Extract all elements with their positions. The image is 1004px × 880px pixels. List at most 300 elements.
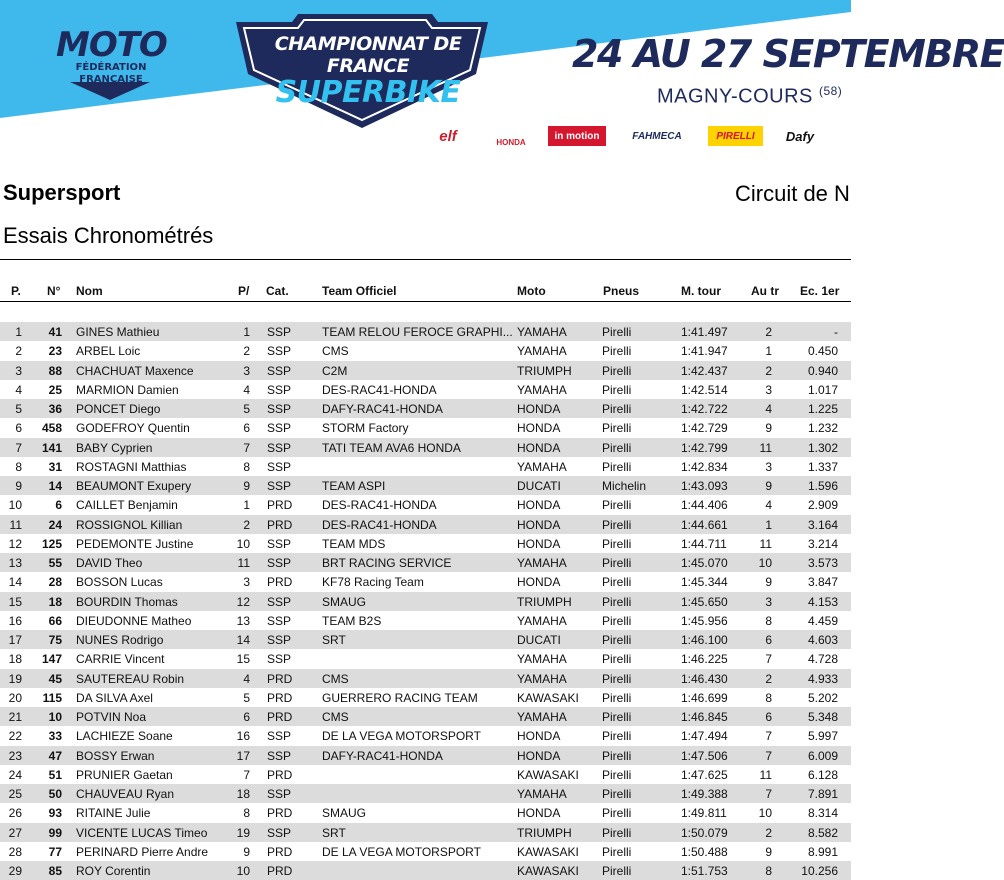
- cell-tyres: Pirelli: [602, 767, 632, 782]
- cell-category-position: 7: [243, 440, 250, 455]
- cell-gap: 3.164: [807, 517, 838, 532]
- cell-moto: HONDA: [517, 440, 561, 455]
- sponsor-honda-label: HONDA: [496, 137, 526, 147]
- cell-gap: 4.603: [807, 633, 838, 647]
- sponsor-fahmeca-label: FAHMECA: [632, 130, 682, 142]
- cell-moto: YAMAHA: [517, 459, 567, 474]
- cell-moto: HONDA: [517, 806, 561, 821]
- sponsor-elf-label: elf: [439, 127, 457, 145]
- event-venue: [657, 84, 842, 109]
- cell-tyres: Pirelli: [602, 575, 632, 590]
- table-row: [0, 842, 851, 861]
- cell-position: 14: [8, 575, 22, 590]
- cell-moto: YAMAHA: [517, 710, 567, 724]
- cell-tyres: Pirelli: [602, 806, 632, 821]
- cell-rider-name: ROSTAGNI Matthias: [76, 459, 187, 474]
- cell-gap: 0.940: [807, 363, 838, 378]
- cell-category: SSP: [267, 633, 292, 647]
- cell-team: TEAM RELOU FEROCE GRAPHI...: [322, 325, 513, 339]
- cell-category: SSP: [267, 325, 292, 339]
- cell-moto: YAMAHA: [517, 382, 567, 397]
- cell-moto: TRIUMPH: [517, 594, 572, 609]
- cell-lap-number: 8: [765, 690, 772, 705]
- cell-team: STORM Factory: [322, 421, 409, 436]
- cell-rider-name: CHAUVEAU Ryan: [76, 787, 175, 801]
- cell-category: PRD: [267, 864, 293, 878]
- col-header-number: N°: [47, 284, 61, 298]
- session-title: Essais Chronométrés: [3, 223, 214, 248]
- cell-number: 93: [48, 806, 62, 821]
- cell-number: 36: [48, 402, 62, 416]
- cell-tyres: Pirelli: [602, 459, 632, 474]
- cell-number: 10: [48, 710, 62, 724]
- cell-team: SRT: [322, 825, 346, 840]
- cell-category-position: 16: [236, 729, 250, 744]
- results-table-header: [0, 282, 851, 301]
- cell-gap: 8.314: [807, 806, 838, 821]
- cell-gap: 3.847: [807, 575, 838, 590]
- cell-moto: KAWASAKI: [517, 767, 579, 782]
- cell-lap-number: 2: [765, 325, 772, 339]
- cell-category-position: 4: [243, 671, 250, 686]
- cell-best-lap: 1:46.430: [681, 671, 728, 686]
- cell-lap-number: 4: [765, 402, 772, 416]
- cell-position: 23: [8, 748, 22, 763]
- cell-rider-name: BABY Cyprien: [76, 440, 153, 455]
- sponsor-elf-logo: [424, 126, 472, 146]
- cell-category-position: 5: [243, 402, 250, 416]
- cell-moto: HONDA: [517, 517, 561, 532]
- cell-tyres: Pirelli: [602, 864, 632, 878]
- cell-team: DE LA VEGA MOTORSPORT: [322, 729, 481, 744]
- cell-rider-name: DA SILVA Axel: [76, 690, 153, 705]
- cell-category: PRD: [267, 575, 293, 590]
- cell-tyres: Michelin: [602, 479, 647, 493]
- cell-best-lap: 1:42.722: [681, 402, 728, 416]
- cell-number: 33: [48, 729, 62, 744]
- cell-number: 51: [48, 767, 62, 782]
- cell-number: 41: [48, 325, 62, 339]
- cell-category: SSP: [267, 440, 292, 455]
- federation-logo-line2: FRANÇAISE: [79, 74, 143, 85]
- table-row: [0, 515, 851, 534]
- cell-team: GUERRERO RACING TEAM: [322, 690, 478, 705]
- cell-lap-number: 4: [765, 498, 772, 513]
- cell-rider-name: BEAUMONT Exupery: [76, 479, 192, 493]
- table-row: [0, 572, 851, 591]
- cell-gap: 8.582: [807, 825, 838, 840]
- cell-rider-name: DIEUDONNE Matheo: [76, 613, 192, 628]
- cell-team: KF78 Racing Team: [322, 575, 424, 590]
- table-row: [0, 476, 851, 495]
- cell-best-lap: 1:50.079: [681, 825, 728, 840]
- cell-number: 14: [48, 479, 62, 493]
- cell-gap: 3.573: [807, 556, 838, 570]
- header-divider: [0, 259, 851, 260]
- cell-best-lap: 1:46.699: [681, 690, 728, 705]
- table-header-divider: [0, 301, 851, 302]
- cell-category-position: 10: [236, 864, 250, 878]
- cell-gap: 3.214: [807, 536, 838, 551]
- cell-moto: YAMAHA: [517, 613, 567, 628]
- cell-category: PRD: [267, 498, 293, 513]
- table-row: [0, 765, 851, 784]
- cell-rider-name: PONCET Diego: [76, 402, 161, 416]
- cell-moto: DUCATI: [517, 633, 561, 647]
- cell-tyres: Pirelli: [602, 440, 632, 455]
- cell-number: 47: [48, 748, 62, 763]
- cell-category: SSP: [267, 729, 292, 744]
- cell-position: 25: [8, 787, 22, 801]
- cell-position: 6: [15, 421, 22, 436]
- cell-tyres: Pirelli: [602, 498, 632, 513]
- cell-position: 20: [8, 690, 22, 705]
- sponsor-pirelli-logo: [708, 126, 763, 146]
- sponsor-inmotion-label: in motion: [554, 130, 600, 142]
- cell-gap: 7.891: [807, 787, 838, 801]
- cell-moto: HONDA: [517, 536, 561, 551]
- cell-best-lap: 1:45.070: [681, 556, 728, 570]
- cell-position: 17: [8, 633, 22, 647]
- cell-tyres: Pirelli: [602, 710, 632, 724]
- cell-team: TATI TEAM AVA6 HONDA: [322, 440, 461, 455]
- venue-department: (58): [818, 84, 843, 98]
- cell-position: 4: [15, 382, 22, 397]
- cell-position: 22: [8, 729, 22, 744]
- cell-team: CMS: [322, 671, 349, 686]
- cell-rider-name: LACHIEZE Soane: [76, 729, 173, 744]
- cell-tyres: Pirelli: [602, 690, 632, 705]
- cell-tyres: Pirelli: [602, 556, 632, 570]
- cell-number: 18: [48, 594, 62, 609]
- cell-tyres: Pirelli: [602, 844, 632, 859]
- cell-position: 15: [8, 594, 22, 609]
- cell-position: 12: [8, 536, 22, 551]
- cell-best-lap: 1:46.845: [681, 710, 728, 724]
- cell-gap: 1.337: [807, 459, 838, 474]
- championship-name: CHAMPIONNAT DE FRANCE: [274, 33, 462, 77]
- sponsor-dafy-logo: [780, 126, 820, 146]
- cell-lap-number: 7: [765, 748, 772, 763]
- cell-tyres: Pirelli: [602, 787, 632, 801]
- federation-logo-line1: FÉDÉRATION: [75, 62, 147, 73]
- cell-rider-name: CARRIE Vincent: [76, 652, 165, 667]
- cell-moto: HONDA: [517, 575, 561, 590]
- cell-category: SSP: [267, 344, 292, 359]
- cell-position: 1: [15, 325, 22, 339]
- cell-position: 9: [15, 479, 22, 493]
- cell-tyres: Pirelli: [602, 421, 632, 436]
- cell-number: 88: [48, 363, 62, 378]
- sponsor-inmotion-logo: [548, 126, 606, 146]
- cell-tyres: Pirelli: [602, 382, 632, 397]
- cell-moto: YAMAHA: [517, 344, 567, 359]
- cell-best-lap: 1:46.100: [681, 633, 728, 647]
- cell-gap: 1.232: [807, 421, 838, 436]
- cell-position: 24: [8, 767, 22, 782]
- cell-number: 23: [48, 344, 62, 359]
- cell-category-position: 19: [236, 825, 250, 840]
- cell-rider-name: CHACHUAT Maxence: [76, 363, 194, 378]
- table-row: [0, 322, 851, 341]
- cell-category: PRD: [267, 671, 293, 686]
- cell-tyres: Pirelli: [602, 671, 632, 686]
- cell-lap-number: 8: [765, 613, 772, 628]
- cell-category-position: 11: [237, 556, 250, 570]
- cell-category: PRD: [267, 710, 293, 724]
- cell-best-lap: 1:46.225: [681, 652, 728, 667]
- cell-number: 24: [48, 517, 62, 532]
- cell-lap-number: 6: [765, 710, 772, 724]
- cell-moto: YAMAHA: [517, 556, 567, 570]
- cell-best-lap: 1:47.494: [681, 729, 728, 744]
- cell-category: PRD: [267, 806, 293, 821]
- cell-tyres: Pirelli: [602, 652, 632, 667]
- table-row: [0, 380, 851, 399]
- event-dates: 24 AU 27 SEPTEMBRE: [572, 32, 1004, 76]
- cell-rider-name: ROSSIGNOL Killian: [76, 517, 183, 532]
- sponsor-pirelli-label: PIRELLI: [716, 130, 755, 142]
- cell-rider-name: BOURDIN Thomas: [76, 594, 178, 609]
- cell-tyres: Pirelli: [602, 825, 632, 840]
- cell-category: SSP: [267, 382, 292, 397]
- cell-tyres: Pirelli: [602, 536, 632, 551]
- cell-best-lap: 1:47.506: [681, 748, 728, 763]
- cell-best-lap: 1:41.497: [681, 325, 728, 339]
- table-row: [0, 399, 851, 418]
- cell-best-lap: 1:45.956: [681, 613, 728, 628]
- cell-team: C2M: [322, 363, 348, 378]
- cell-team: TEAM MDS: [322, 536, 386, 551]
- cell-category-position: 6: [243, 421, 250, 436]
- cell-lap-number: 2: [765, 825, 772, 840]
- cell-number: 85: [48, 864, 62, 878]
- cell-best-lap: 1:42.437: [681, 363, 728, 378]
- cell-category-position: 13: [236, 613, 250, 628]
- cell-category: PRD: [267, 690, 293, 705]
- cell-gap: 4.728: [807, 652, 838, 667]
- cell-position: 13: [8, 556, 22, 570]
- cell-best-lap: 1:49.388: [681, 787, 728, 801]
- cell-gap: 1.302: [807, 440, 838, 455]
- cell-team: DES-RAC41-HONDA: [322, 498, 437, 513]
- table-row: [0, 726, 851, 745]
- cell-team: DAFY-RAC41-HONDA: [322, 748, 443, 763]
- cell-number: 125: [41, 536, 62, 551]
- cell-number: 66: [48, 613, 62, 628]
- cell-team: DE LA VEGA MOTORSPORT: [322, 844, 481, 859]
- cell-gap: 0.450: [807, 344, 838, 359]
- cell-lap-number: 1: [765, 517, 772, 532]
- cell-moto: KAWASAKI: [517, 690, 579, 705]
- cell-moto: KAWASAKI: [517, 864, 579, 878]
- cell-rider-name: CAILLET Benjamin: [76, 498, 178, 513]
- cell-category-position: 18: [236, 787, 250, 801]
- cell-tyres: Pirelli: [602, 402, 632, 416]
- cell-tyres: Pirelli: [602, 729, 632, 744]
- cell-lap-number: 9: [765, 575, 772, 590]
- cell-lap-number: 11: [759, 767, 772, 782]
- championship-logo: [248, 33, 488, 109]
- cell-gap: 5.348: [807, 710, 838, 724]
- table-row: [0, 823, 851, 842]
- cell-category: SSP: [267, 748, 292, 763]
- cell-best-lap: 1:43.093: [681, 479, 728, 493]
- cell-moto: HONDA: [517, 421, 561, 436]
- cell-number: 77: [48, 844, 62, 859]
- cell-moto: TRIUMPH: [517, 825, 572, 840]
- cell-tyres: Pirelli: [602, 748, 632, 763]
- cell-best-lap: 1:42.799: [681, 440, 728, 455]
- cell-gap: -: [834, 325, 838, 339]
- col-header-category-position: P/: [238, 284, 250, 298]
- cell-category: PRD: [267, 517, 293, 532]
- cell-team: CMS: [322, 344, 349, 359]
- cell-position: 7: [15, 440, 22, 455]
- cell-category-position: 1: [243, 498, 250, 513]
- table-row: [0, 784, 851, 803]
- cell-moto: TRIUMPH: [517, 363, 572, 378]
- cell-position: 18: [8, 652, 22, 667]
- cell-best-lap: 1:45.344: [681, 575, 728, 590]
- cell-category-position: 8: [243, 806, 250, 821]
- cell-category-position: 3: [243, 575, 250, 590]
- category-title: Supersport: [3, 180, 121, 205]
- cell-category: SSP: [267, 787, 292, 801]
- circuit-name: Circuit de N: [735, 181, 850, 206]
- col-header-category: Cat.: [266, 284, 289, 298]
- col-header-gap: Ec. 1er: [800, 284, 840, 298]
- cell-best-lap: 1:42.514: [681, 382, 728, 397]
- cell-category-position: 9: [243, 844, 250, 859]
- cell-lap-number: 3: [765, 594, 772, 609]
- cell-best-lap: 1:44.661: [681, 517, 728, 532]
- cell-rider-name: GINES Mathieu: [76, 325, 160, 339]
- table-row: [0, 707, 851, 726]
- cell-number: 28: [48, 575, 62, 590]
- sponsor-honda-logo: [490, 126, 532, 146]
- cell-position: 5: [15, 402, 22, 416]
- cell-position: 16: [8, 613, 22, 628]
- cell-tyres: Pirelli: [602, 325, 632, 339]
- cell-number: 75: [48, 633, 62, 647]
- cell-lap-number: 9: [765, 479, 772, 493]
- cell-gap: 1.017: [807, 382, 838, 397]
- cell-category-position: 12: [236, 594, 250, 609]
- cell-moto: YAMAHA: [517, 325, 567, 339]
- sponsor-dafy-label: Dafy: [785, 128, 815, 144]
- federation-logo-main: MOTO: [56, 25, 167, 65]
- cell-tyres: Pirelli: [602, 613, 632, 628]
- table-row: [0, 861, 851, 880]
- cell-team: DES-RAC41-HONDA: [322, 382, 437, 397]
- cell-number: 99: [48, 825, 62, 840]
- cell-category-position: 1: [243, 325, 250, 339]
- cell-best-lap: 1:41.947: [681, 344, 728, 359]
- table-row: [0, 457, 851, 476]
- table-row: [0, 553, 851, 572]
- cell-lap-number: 3: [765, 382, 772, 397]
- cell-lap-number: 9: [765, 844, 772, 859]
- cell-category-position: 2: [243, 344, 250, 359]
- table-row: [0, 669, 851, 688]
- cell-gap: 6.009: [807, 748, 838, 763]
- cell-gap: 1.225: [807, 402, 838, 416]
- cell-number: 458: [41, 421, 62, 436]
- cell-gap: 4.933: [807, 671, 838, 686]
- venue-name: MAGNY-COURS: [657, 85, 813, 108]
- cell-position: 3: [15, 363, 22, 378]
- cell-best-lap: 1:47.625: [681, 767, 728, 782]
- cell-rider-name: GODEFROY Quentin: [76, 421, 190, 436]
- col-header-moto: Moto: [517, 284, 546, 298]
- cell-category: SSP: [267, 479, 292, 493]
- cell-gap: 2.909: [807, 498, 838, 513]
- cell-number: 6: [55, 498, 62, 513]
- cell-position: 8: [15, 459, 22, 474]
- cell-category-position: 14: [236, 633, 250, 647]
- cell-lap-number: 11: [759, 536, 772, 551]
- table-row: [0, 688, 851, 707]
- cell-position: 2: [15, 344, 22, 359]
- cell-rider-name: RITAINE Julie: [76, 806, 151, 821]
- cell-team: BRT RACING SERVICE: [322, 556, 452, 570]
- cell-lap-number: 2: [765, 671, 772, 686]
- cell-tyres: Pirelli: [602, 363, 632, 378]
- cell-category-position: 4: [243, 382, 250, 397]
- cell-tyres: Pirelli: [602, 594, 632, 609]
- cell-rider-name: MARMION Damien: [76, 382, 179, 397]
- cell-position: 11: [9, 517, 22, 532]
- cell-number: 31: [48, 459, 62, 474]
- cell-moto: HONDA: [517, 729, 561, 744]
- cell-number: 50: [48, 787, 62, 801]
- cell-gap: 10.256: [801, 864, 838, 878]
- cell-rider-name: VICENTE LUCAS Timeo: [76, 825, 208, 840]
- cell-best-lap: 1:50.488: [681, 844, 728, 859]
- cell-team: SMAUG: [322, 806, 367, 821]
- cell-category-position: 10: [236, 536, 250, 551]
- cell-lap-number: 1: [765, 344, 772, 359]
- cell-position: 19: [8, 671, 22, 686]
- cell-category: SSP: [267, 459, 292, 474]
- cell-category-position: 5: [243, 690, 250, 705]
- cell-rider-name: PERINARD Pierre Andre: [76, 844, 209, 859]
- cell-category: SSP: [267, 613, 292, 628]
- cell-category-position: 6: [243, 710, 250, 724]
- table-row: [0, 495, 851, 514]
- cell-rider-name: ROY Corentin: [76, 864, 151, 878]
- cell-category: PRD: [267, 844, 293, 859]
- cell-category-position: 2: [243, 517, 250, 532]
- cell-category-position: 9: [243, 479, 250, 493]
- table-row: [0, 611, 851, 630]
- col-header-best-lap: M. tour: [681, 284, 721, 298]
- cell-lap-number: 9: [765, 421, 772, 436]
- cell-rider-name: ARBEL Loic: [76, 344, 141, 359]
- cell-category: SSP: [267, 825, 292, 840]
- cell-lap-number: 2: [765, 363, 772, 378]
- col-header-team: Team Officiel: [322, 284, 397, 298]
- cell-category: SSP: [267, 536, 292, 551]
- table-row: [0, 534, 851, 553]
- cell-gap: 4.153: [807, 594, 838, 609]
- col-header-position: P.: [11, 284, 21, 298]
- cell-category-position: 3: [243, 363, 250, 378]
- cell-lap-number: 11: [759, 440, 772, 455]
- cell-lap-number: 7: [765, 729, 772, 744]
- cell-moto: HONDA: [517, 498, 561, 513]
